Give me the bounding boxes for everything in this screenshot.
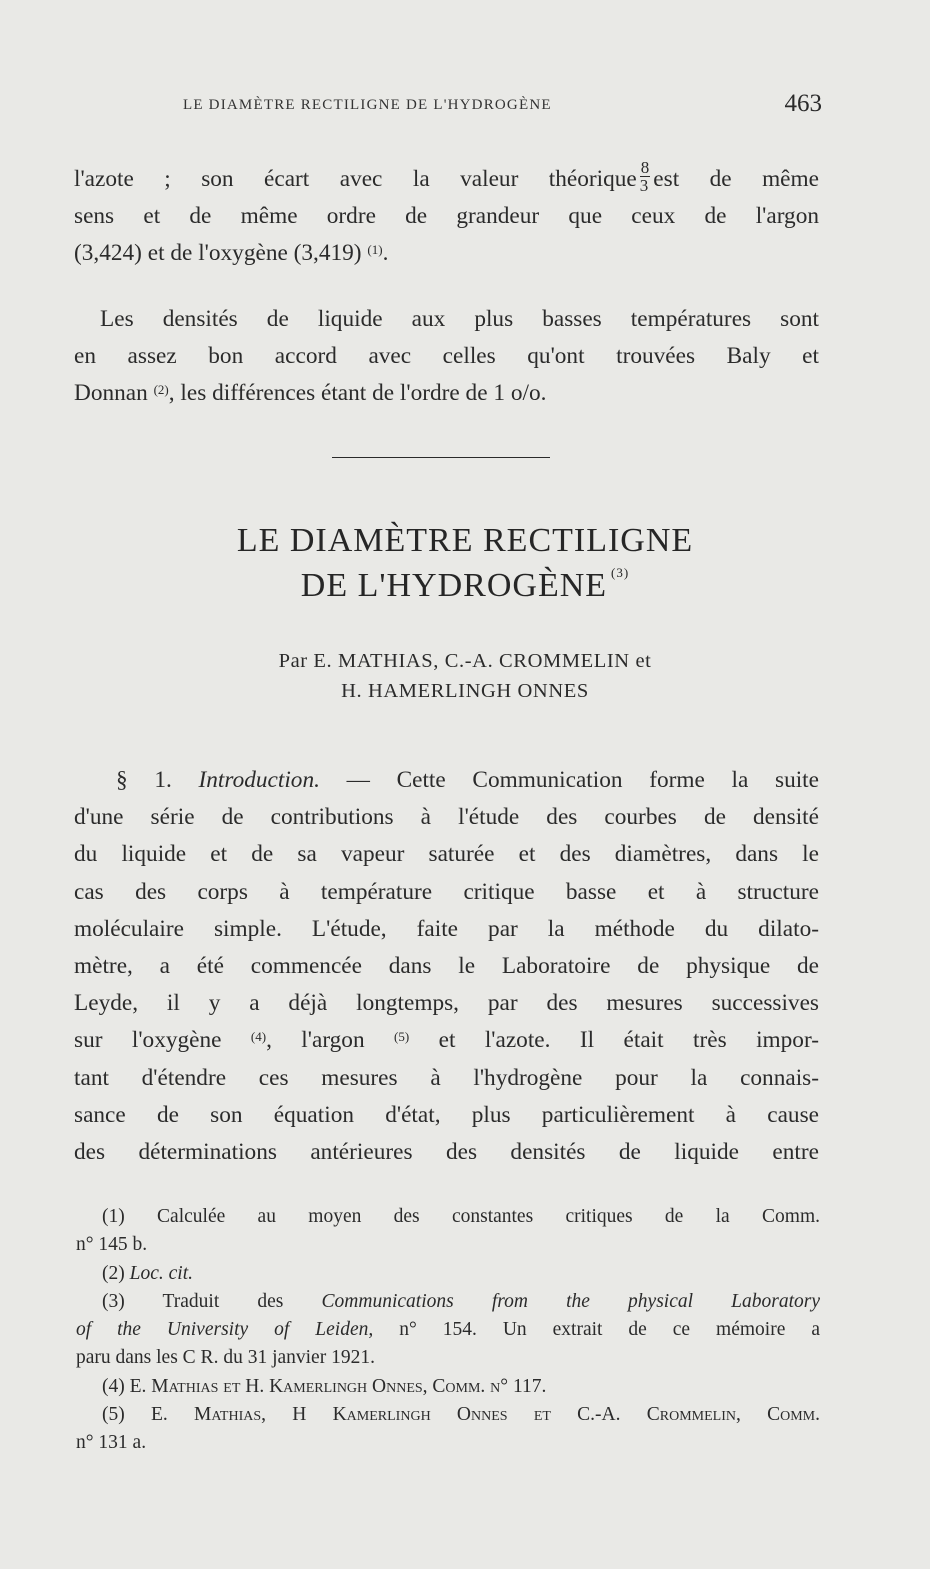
text-segment: of the University of Leiden, <box>76 1319 374 1341</box>
footnote-ref: (1) <box>367 242 383 258</box>
text-segment: l'azote ; son écart avec la valeur théorique <box>74 166 637 192</box>
text-line <box>74 1022 819 1059</box>
fraction-denominator: 3 <box>639 176 649 196</box>
text-segment: , l'argon <box>266 1027 365 1054</box>
second-paragraph <box>74 301 819 413</box>
article-title-line-1: LE DIAMÈTRE RECTILIGNE <box>236 522 694 559</box>
running-title: LE DIAMÈTRE RECTILIGNE DE L'HYDROGÈNE <box>183 97 552 113</box>
text-segment: Donnan <box>74 380 148 407</box>
text-line <box>74 762 819 799</box>
text-segment: Traduit des <box>162 1290 284 1312</box>
authors-line-2: H. HAMERLINGH ONNES <box>341 680 589 702</box>
text-segment: et l'azote. Il était très impor- <box>409 1027 820 1054</box>
text-line <box>74 375 819 412</box>
footnotes <box>76 1203 820 1458</box>
footnote-3-line-1 <box>76 1288 820 1316</box>
footnote-3-line-3: paru dans les C R. du 31 janvier 1921. <box>76 1347 375 1369</box>
section-heading: Introduction. <box>198 767 320 793</box>
text-line: mètre, a été commencée dans le Laboratoire de physique de <box>74 953 819 980</box>
text-line <box>74 158 819 198</box>
text-line: du liquide et de sa vapeur saturée et des diamètres, dans le <box>74 841 819 868</box>
footnote-2 <box>76 1260 820 1288</box>
footnote-ref: (3) <box>611 565 630 580</box>
footnote-1-line-2: n° 145 b. <box>76 1234 148 1256</box>
fraction <box>640 159 651 194</box>
text-line: en assez bon accord avec celles qu'ont trouvées Baly et <box>74 343 819 370</box>
fraction-numerator: 8 <box>640 158 650 178</box>
text-line: d'une série de contributions à l'étude des courbes de densité <box>74 804 819 831</box>
text-segment: , les différences étant de l'ordre de 1 o/o. <box>168 380 547 407</box>
footnote-5-line-2: n° 131 a. <box>76 1432 147 1454</box>
text-segment: — Cette Communication forme la suite <box>319 767 819 793</box>
footnote-ref: (2) <box>153 382 169 398</box>
text-segment: Loc. cit. <box>129 1262 193 1284</box>
footnote-mark: (2) <box>102 1262 125 1284</box>
text-line: Les densités de liquide aux plus basses températures sont <box>100 306 819 332</box>
text-segment: est de même <box>653 166 819 192</box>
text-line: moléculaire simple. L'étude, faite par la méthode du dilato- <box>74 915 819 942</box>
text-line: tant d'étendre ces mesures à l'hydrogène pour la connais- <box>74 1064 819 1091</box>
section-1-paragraph <box>74 762 819 1171</box>
authors <box>120 646 810 706</box>
page-number: 463 <box>784 90 822 117</box>
text-segment: (3,424) et de l'oxygène (3,419) <box>74 240 362 267</box>
text-segment: . <box>382 240 389 267</box>
text-segment: sur l'oxygène <box>74 1027 222 1054</box>
text-line: des déterminations antérieures des densités de liquide entre <box>74 1139 819 1166</box>
footnote-mark: (3) <box>102 1290 125 1312</box>
footnote-1-line-1: (1) Calculée au moyen des constantes critiques de la Comm. <box>102 1206 820 1227</box>
footnote-4: (4) E. Mathias et H. Kamerlingh Onnes, Comm. n° 117. <box>102 1375 547 1397</box>
footnote-ref: (4) <box>250 1029 267 1045</box>
authors-line-1: Par E. MATHIAS, C.-A. CROMMELIN et <box>278 650 652 672</box>
footnote-ref: (5) <box>394 1029 410 1045</box>
footnote-5-line-1: (5) E. Mathias, H Kamerlingh Onnes et C.-A. Crommelin, Comm. <box>102 1404 820 1426</box>
text-segment: n° 154. Un extrait de ce mémoire a <box>373 1319 820 1341</box>
text-line: sance de son équation d'état, plus particulièrement à cause <box>74 1101 819 1128</box>
article-title-line-2 <box>100 567 830 605</box>
text-line: cas des corps à température critique basse et à structure <box>74 878 819 905</box>
text-segment: DE L'HYDROGÈNE <box>300 567 608 604</box>
section-number: § 1. <box>116 767 172 793</box>
text-line <box>74 235 819 272</box>
text-line: Leyde, il y a déjà longtemps, par des mesures successives <box>74 990 819 1017</box>
text-segment: Communications from the physical Laboratory <box>321 1290 821 1312</box>
text-line: sens et de même ordre de grandeur que ceux de l'argon <box>74 203 819 230</box>
footnote-3-line-2 <box>76 1316 820 1344</box>
intro-paragraph <box>74 158 819 273</box>
section-divider <box>332 457 550 458</box>
